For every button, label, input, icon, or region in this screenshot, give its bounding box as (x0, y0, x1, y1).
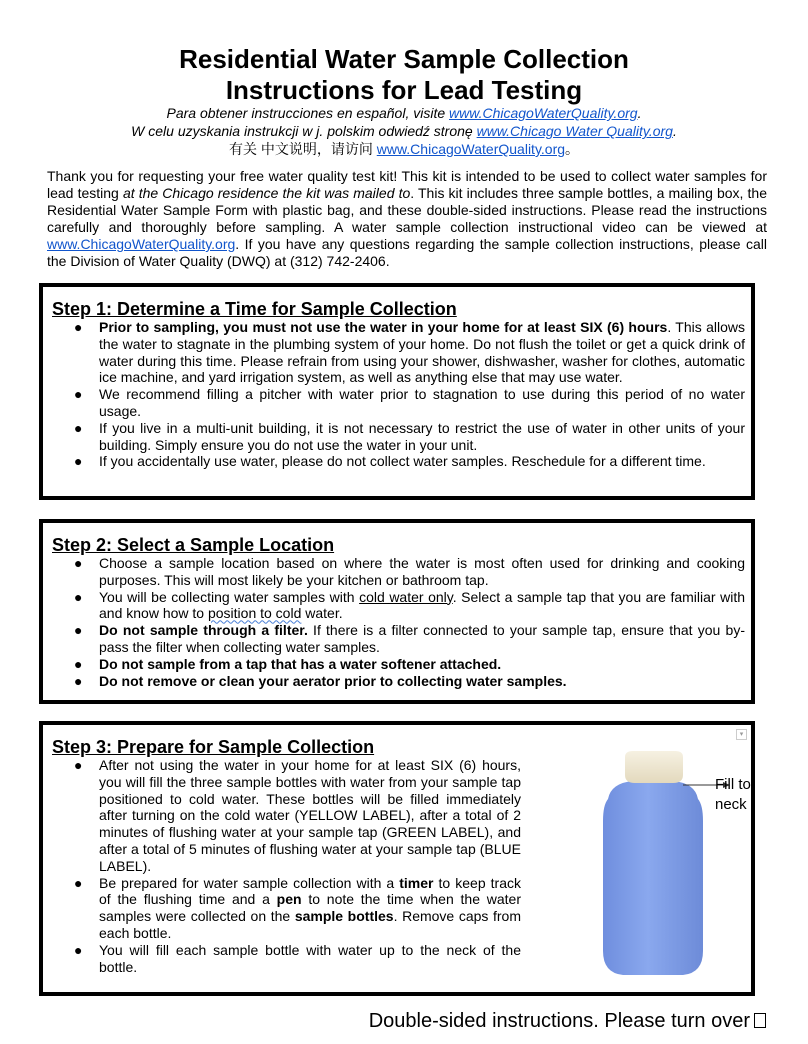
list-item: ● If you accidentally use water, please do not collect water samples. Reschedule for a different time. (74, 453, 706, 470)
title-line-2: Instructions for Lead Testing (225, 75, 583, 105)
intro-paragraph: Thank you for requesting your free water quality test kit! This kit is intended to be used to collect water samples for lead testing at the Chicago residence the kit was mailed to. This kit includes three sample bottles, a mailing box, the Residential Water Sample Form with plastic bag, and these double-sided instructions. Please read the instructions carefully and thoroughly before sampling. A water sample collection instructional video can be viewed at www.ChicagoWaterQuality.org. If you have any questions regarding the sample collection instructions, please call the Division of Water Quality (DWQ) at (312) 742-2406. (47, 168, 768, 269)
list-item: ● Prior to sampling, you must not use the water in your home for at least SIX (6) hours. This allows the water to stagnate in the plumbing system of your home. Do not flush the toilet or get a quick drink of water during this time. Please refrain from using your shower, dishwasher, washer for clothes, automatic ice machine, and yard irrigation system, as well as anything else that may use water. (74, 319, 745, 386)
footer-note: Double-sided instructions. Please turn over (369, 1009, 766, 1033)
dropdown-icon[interactable]: ▾ (736, 729, 747, 740)
chinese-note: 有关 中文说明，请访问 www.ChicagoWaterQuality.org。 (228, 141, 580, 157)
step-2-box (39, 519, 755, 704)
list-item: ● If you live in a multi-unit building, it is not necessary to restrict the use of water in other units of your building. Simply ensure you do not use the water in your unit. (74, 419, 745, 453)
bullet-icon: ● (74, 555, 83, 571)
fill-to-neck-label: Fill to neck (715, 776, 751, 813)
document-title (0, 44, 808, 106)
list-item: ● Do not sample from a tap that has a water softener attached. (74, 655, 502, 672)
list-item: ● Do not sample through a filter. If there is a filter connected to your sample tap, ensure that you by-pass the filter when collecting water samples. (74, 622, 746, 655)
border-gap (747, 920, 755, 996)
bullet-icon: ● (74, 757, 83, 773)
spanish-note: Para obtener instrucciones en español, visite www.ChicagoWaterQuality.org. (166, 105, 642, 121)
bullet-icon: ● (74, 319, 83, 335)
bullet-icon: ● (74, 672, 83, 689)
bottle-body (603, 781, 703, 975)
polish-link[interactable]: www.Chicago Water Quality.org (476, 123, 673, 139)
bullet-icon: ● (74, 941, 83, 958)
step-3-box (39, 721, 755, 996)
chinese-link[interactable]: www.ChicagoWaterQuality.org (376, 141, 566, 157)
bullet-icon: ● (74, 386, 83, 403)
step-3-list (47, 757, 521, 975)
translation-notes (0, 104, 808, 158)
spanish-link[interactable]: www.ChicagoWaterQuality.org (449, 105, 638, 121)
polish-note: W celu uzyskania instrukcji w j. polskim odwiedź stronę www.Chicago Water Quality.org. (131, 123, 677, 139)
bullet-icon: ● (74, 419, 83, 436)
video-link[interactable]: www.ChicagoWaterQuality.org (47, 236, 236, 252)
step-1-box (39, 283, 755, 500)
list-item: ● Be prepared for water sample collection with a timer to keep track of the flushing time and a pen to note the time when the water samples were collected on the sample bottles. Remove caps from each bottle. (74, 874, 522, 941)
step-2-heading: Step 2: Select a Sample Location (52, 535, 335, 555)
title-line-1: Residential Water Sample Collection (179, 44, 629, 74)
bullet-icon: ● (74, 874, 83, 891)
bullet-icon: ● (74, 655, 83, 672)
list-item: ● Choose a sample location based on where the water is most often used for drinking and cooking purposes. This will most likely be your kitchen or bathroom tap. (74, 555, 745, 588)
step-1-list (47, 319, 751, 470)
step-3-heading: Step 3: Prepare for Sample Collection (52, 737, 375, 757)
bottle-cap (625, 751, 683, 783)
list-item: ● Do not remove or clean your aerator prior to collecting water samples. (74, 672, 567, 689)
bullet-icon: ● (74, 588, 83, 605)
turn-over-icon (754, 1013, 766, 1028)
step-1-heading: Step 1: Determine a Time for Sample Collection (52, 299, 457, 319)
list-item: ● You will fill each sample bottle with water up to the neck of the bottle. (74, 941, 521, 975)
list-item: ● After not using the water in your home for at least SIX (6) hours, you will fill the three sample bottles with water from your sample tap positioned to cold water. These bottles will be filled immediately after turning on the cold water (YELLOW LABEL), after a total of 2 minutes of flushing water at your sample tap (GREEN LABEL), and after a total of 5 minutes of flushing water at your sample tap (BLUE LABEL). (74, 757, 521, 874)
list-item: ● You will be collecting water samples with cold water only. Select a sample tap that you are familiar with and know how to position to cold water. (74, 588, 746, 622)
list-item: ● We recommend filling a pitcher with water prior to stagnation to use during this period of no water usage. (74, 386, 745, 419)
bullet-icon: ● (74, 453, 83, 470)
bullet-icon: ● (74, 622, 83, 639)
step-2-list (47, 555, 751, 689)
